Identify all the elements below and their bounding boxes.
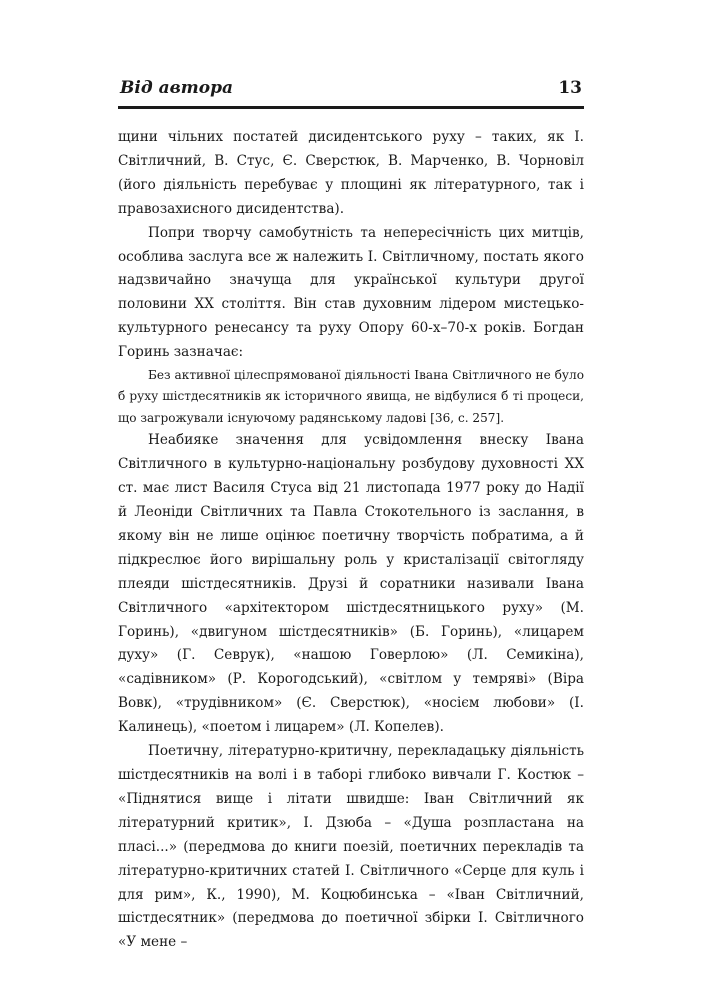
paragraph: Попри творчу самобутність та непересічність цих митців, особлива заслуга все ж належить І. Світличному, постать якого надзвичайно значуща для української культури другої половини ХХ століття. Він став духовним лідером мистецько-культурного ренесансу та руху Опору 60-х–70-х років. Богдан Горинь зазначає:: [118, 224, 584, 361]
running-header: [118, 78, 584, 109]
running-title: Від автора: [120, 78, 233, 98]
paragraph: Поетичну, літературно-критичну, перекладацьку діяльність шістдесятників на волі і в таборі глибоко вивчали Г. Костюк – «Піднятися вище і літати швидше: Іван Світличний як літературний критик», І. Дзюба – «Душа розпластана на пласі...» (передмова до книги поезій, поетичних перекладів та літературно-критичних статей І. Світличного «Серце для куль і для рим», К., 1990), М. Коцюбинська – «Іван Світличний, шістдесятник» (передмова до поетичної збірки І. Світличного «У мене –: [118, 743, 584, 951]
page-number: 13: [558, 78, 582, 98]
block-quote: Без активної цілеспрямованої діяльності Івана Світличного не було б руху шістдесятників як історичного явища, не відбулися б ті процеси, що загрожували існуючому радянському ладові [36, с. 257].: [118, 368, 584, 425]
paragraph: Неабияке значення для усвідомлення внеску Івана Світличного в культурно-національну розбудову духовності ХХ ст. має лист Василя Стуса від 21 листопада 1977 року до Надії й Леоніди Світличних та Павла Стокотельного із заслання, в якому він не лише оцінює поетичну творчість побратима, а й підкреслює його вирішальну роль у кристалізації світогляду плеяди шістдесятників. Друзі й соратники називали Івана Світличного «архітектором шістдесятницького руху» (М. Горинь), «двигуном шістдесятників» (Б. Горинь), «лицарем духу» (Г. Севрук), «нашою Говерлою» (Л. Семикіна), «садівником» (Р. Корогодський), «світлом у темряві» (Віра Вовк), «трудівником» (Є. Сверстюк), «носієм любови» (І. Калинець), «поетом і лицарем» (Л. Копелев).: [118, 432, 584, 736]
paragraph-continued: щини чільних постатей дисидентського руху – таких, як І. Світличний, В. Стус, Є. Сверстюк, В. Марченко, В. Чорновіл (його діяльність перебуває у площині як літературного, так і правозахисного дисидентства).: [118, 129, 584, 217]
body-text: [118, 126, 584, 955]
